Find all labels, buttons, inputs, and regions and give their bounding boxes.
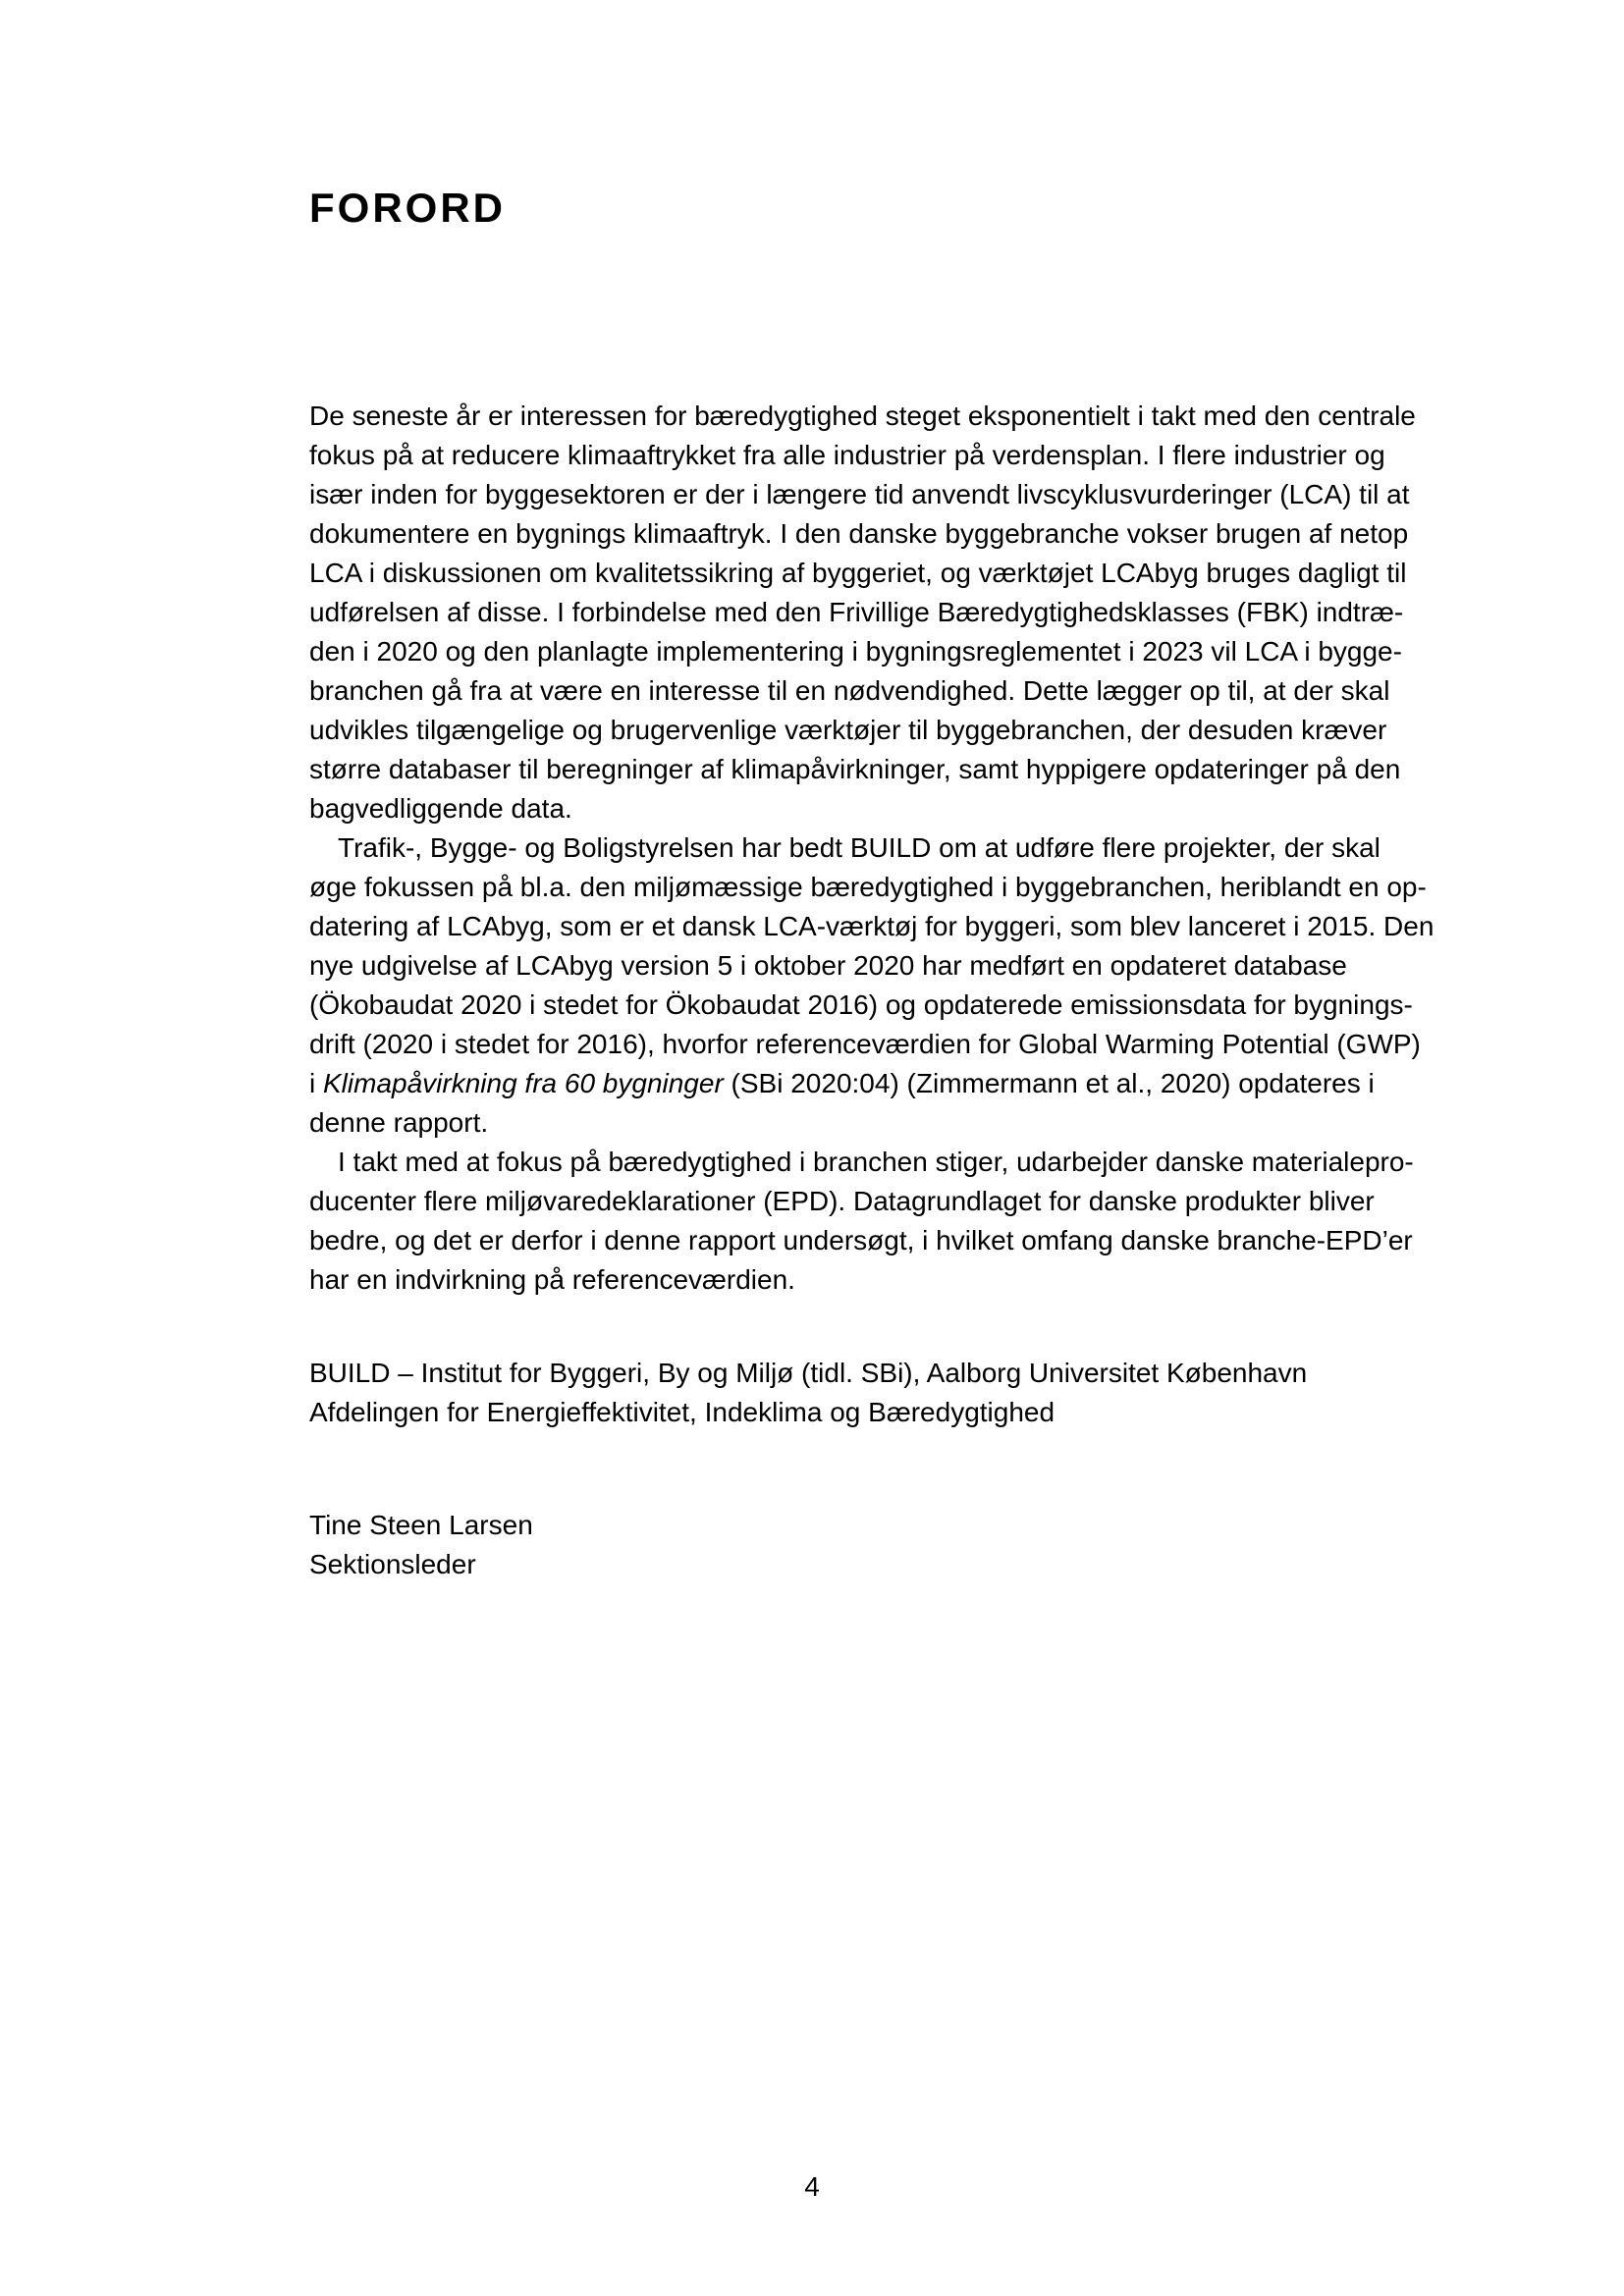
- body-line: øge fokussen på bl.a. den miljømæssige bæredygtighed i byggebranchen, heriblandt en op-: [309, 872, 1427, 902]
- body-line: bagvedliggende data.: [309, 793, 572, 824]
- signer-block: [309, 1506, 533, 1584]
- body-line: udvikles tilgængelige og brugervenlige værktøjer til byggebranchen, der desuden kræver: [309, 715, 1387, 745]
- body-line: drift (2020 i stedet for 2016), hvorfor referenceværdien for Global Warming Potential (GWP): [309, 1029, 1421, 1059]
- institution-block: [309, 1354, 1307, 1432]
- body-line-segment: (SBi 2020:04) (Zimmermann et al., 2020) opdateres i: [723, 1068, 1375, 1098]
- body-line: datering af LCAbyg, som er et dansk LCA-værktøj for byggeri, som blev lanceret i 2015. Den: [309, 911, 1435, 941]
- page-number: 4: [804, 2171, 820, 2202]
- body-line: den i 2020 og den planlagte implementering i bygningsreglementet i 2023 vil LCA i bygge-: [309, 636, 1402, 667]
- body-line: ducenter flere miljøvaredeklarationer (EPD). Datagrundlaget for danske produkter bliver: [309, 1186, 1375, 1216]
- body-line-segment: i: [309, 1068, 323, 1098]
- body-line: især inden for byggesektoren er der i længere tid anvendt livscyklusvurderinger (LCA) til at: [309, 479, 1410, 509]
- department-name: Afdelingen for Energieffektivitet, Indeklima og Bæredygtighed: [309, 1397, 1056, 1427]
- body-text: [309, 397, 1435, 1300]
- body-line: De seneste år er interessen for bæredygtighed steget eksponentielt i takt med den centrale: [309, 400, 1416, 431]
- institution-name: BUILD – Institut for Byggeri, By og Miljø (tidl. SBi), Aalborg Universitet København: [309, 1358, 1308, 1388]
- signer-role: Sektionsleder: [309, 1549, 476, 1579]
- body-line: Trafik-, Bygge- og Boligstyrelsen har bedt BUILD om at udføre flere projekter, der skal: [338, 832, 1380, 863]
- body-line: LCA i diskussionen om kvalitetssikring af byggeriet, og værktøjet LCAbyg bruges dagligt til: [309, 558, 1407, 588]
- body-line: [309, 1064, 1389, 1103]
- page-title: FORORD: [309, 185, 506, 232]
- body-line: bedre, og det er derfor i denne rapport undersøgt, i hvilket omfang danske branche-EPD’er: [309, 1225, 1413, 1255]
- report-title-italic: Klimapåvirkning fra 60 bygninger: [323, 1068, 724, 1098]
- signer-name: Tine Steen Larsen: [309, 1510, 533, 1540]
- body-line: fokus på at reducere klimaaftrykket fra alle industrier på verdensplan. I flere industrier og: [309, 440, 1385, 470]
- body-line: branchen gå fra at være en interesse til en nødvendighed. Dette lægger op til, at der skal: [309, 675, 1390, 706]
- body-line: I takt med at fokus på bæredygtighed i branchen stiger, udarbejder danske materialepro-: [338, 1147, 1414, 1177]
- body-line: (Ökobaudat 2020 i stedet for Ökobaudat 2016) og opdaterede emissionsdata for bygnings-: [309, 989, 1413, 1020]
- body-line: dokumentere en bygnings klimaaftryk. I den danske byggebranche vokser brugen af netop: [309, 518, 1409, 549]
- body-line: denne rapport.: [309, 1107, 489, 1138]
- body-line: nye udgivelse af LCAbyg version 5 i oktober 2020 har medført en opdateret database: [309, 950, 1347, 981]
- body-line: større databaser til beregninger af klimapåvirkninger, samt hyppigere opdateringer på den: [309, 754, 1401, 784]
- body-line: har en indvirkning på referenceværdien.: [309, 1264, 795, 1295]
- body-line: udførelsen af disse. I forbindelse med den Frivillige Bæredygtighedsklasses (FBK) indtræ-: [309, 597, 1404, 627]
